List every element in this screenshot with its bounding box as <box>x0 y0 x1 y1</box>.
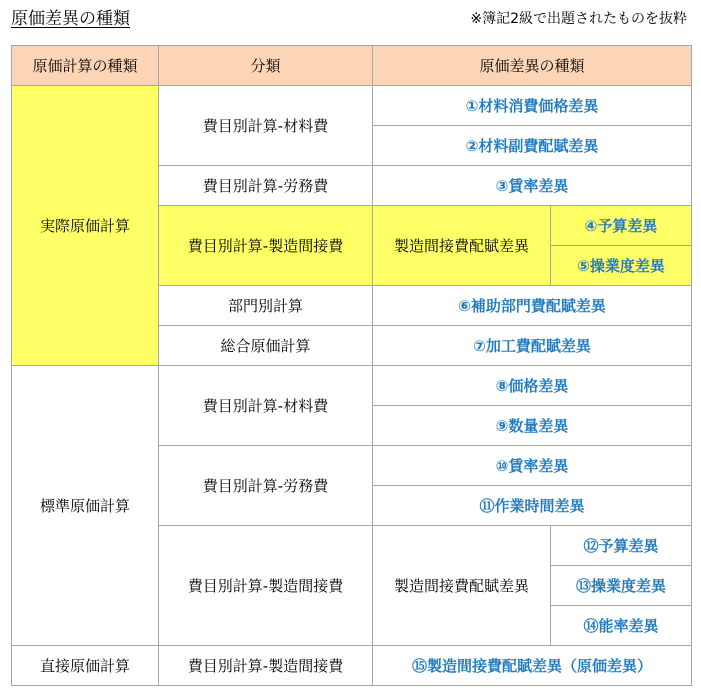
classification-cell: 部門別計算 <box>159 286 373 326</box>
variance-cell: ⑮製造間接費配賦差異（原価差異） <box>373 646 692 686</box>
classification-cell: 費目別計算-製造間接費 <box>159 526 373 646</box>
variance-cell: ④予算差異 <box>551 206 692 246</box>
costing-type-cell: 標準原価計算 <box>12 366 159 646</box>
costing-type-cell: 直接原価計算 <box>12 646 159 686</box>
classification-cell: 費目別計算-製造間接費 <box>159 206 373 286</box>
classification-cell: 費目別計算-労務費 <box>159 446 373 526</box>
variance-cell: ⑬操業度差異 <box>551 566 692 606</box>
header-classification: 分類 <box>159 46 373 86</box>
variance-cell: ③賃率差異 <box>373 166 692 206</box>
classification-cell: 費目別計算-労務費 <box>159 166 373 206</box>
costing-type-cell: 実際原価計算 <box>12 86 159 366</box>
variance-cell: ⑩賃率差異 <box>373 446 692 486</box>
variance-group-cell: 製造間接費配賦差異 <box>373 206 551 286</box>
page-note: ※簿記2級で出題されたものを抜粋 <box>470 11 687 27</box>
classification-cell: 費目別計算-製造間接費 <box>159 646 373 686</box>
table-header-row <box>12 46 692 86</box>
header-variance-type: 原価差異の種類 <box>373 46 692 86</box>
variance-cell: ⑥補助部門費配賦差異 <box>373 286 692 326</box>
variance-cell: ⑫予算差異 <box>551 526 692 566</box>
table-row <box>12 366 692 406</box>
cost-variance-table <box>11 45 692 686</box>
table-row <box>12 86 692 126</box>
variance-cell: ⑧価格差異 <box>373 366 692 406</box>
variance-cell: ②材料副費配賦差異 <box>373 126 692 166</box>
classification-cell: 費目別計算-材料費 <box>159 86 373 166</box>
classification-cell: 総合原価計算 <box>159 326 373 366</box>
page-title: 原価差異の種類 <box>11 9 130 29</box>
header-costing-type: 原価計算の種類 <box>12 46 159 86</box>
variance-cell: ⑦加工費配賦差異 <box>373 326 692 366</box>
variance-cell: ⑪作業時間差異 <box>373 486 692 526</box>
table-row <box>12 646 692 686</box>
variance-cell: ⑨数量差異 <box>373 406 692 446</box>
classification-cell: 費目別計算-材料費 <box>159 366 373 446</box>
variance-group-cell: 製造間接費配賦差異 <box>373 526 551 646</box>
variance-cell: ①材料消費価格差異 <box>373 86 692 126</box>
variance-cell: ⑭能率差異 <box>551 606 692 646</box>
variance-cell: ⑤操業度差異 <box>551 246 692 286</box>
